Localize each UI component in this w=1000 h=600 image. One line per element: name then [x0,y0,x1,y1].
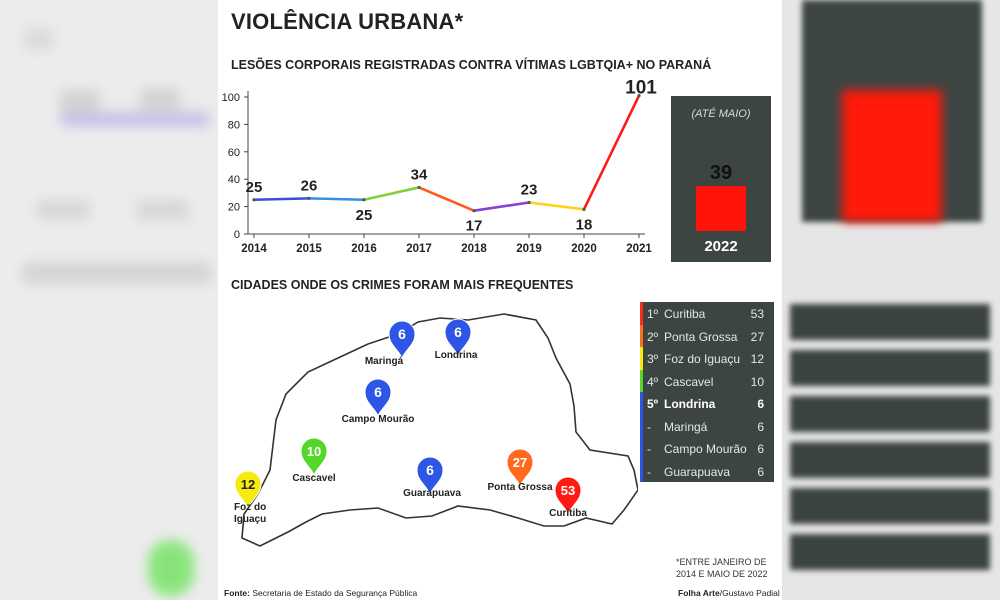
data-point [472,209,475,212]
blur-shape [36,200,90,220]
x-tick-label: 2018 [461,243,487,255]
infographic [218,0,782,600]
ranking-city: Cascavel [664,374,714,389]
cities-title: CIDADES ONDE OS CRIMES FORAM MAIS FREQUENTES [231,278,574,292]
source-text: Secretaria de Estado da Segurança Pública [249,588,418,598]
blur-shape [24,28,54,50]
blur-shape [22,262,212,284]
line-chart [218,72,663,262]
blur-row [790,396,990,432]
ranking-value: 6 [757,464,764,479]
blur-shape [148,540,194,596]
ranking-city: Curitiba [664,307,706,321]
map-pin-value: 6 [454,324,462,340]
map-pin-value: 6 [398,326,406,342]
ranking-row [640,325,774,348]
ranking-position: - [647,464,651,479]
page-title: VIOLÊNCIA URBANA* [231,9,464,34]
data-label: 34 [410,166,428,184]
line-segment [254,198,309,199]
footnote [676,556,768,580]
map-pin-value: 27 [512,455,528,470]
bar-2022-year: 2022 [704,238,738,255]
map-city-label: Curitiba [549,508,587,519]
ranking-color-bar [640,437,643,460]
footnote-line1: *ENTRE JANEIRO DE [676,557,767,567]
map-pin-value: 10 [306,444,322,459]
ranking-row [640,415,774,438]
ranking-value: 12 [750,352,764,366]
data-point [417,186,420,189]
source-note [224,588,417,598]
blur-row [790,488,990,524]
ranking-city: Londrina [664,397,716,411]
map-city-label: Campo Mourão [341,414,415,425]
ranking-city: Ponta Grossa [664,329,738,344]
map-pin-value: 6 [374,384,382,400]
line-segment [419,187,474,210]
line-segment [529,202,584,209]
ranking-position: 2º [647,329,659,344]
x-tick-label: 2016 [351,243,377,255]
data-label: 25 [245,178,263,196]
parana-map [218,300,638,560]
data-label: 17 [465,217,483,235]
x-tick-label: 2014 [241,243,267,255]
footnote-line2: 2014 E MAIO DE 2022 [676,569,768,579]
ranking-color-bar [640,370,643,393]
map-city-label: Iguaçu [234,514,267,525]
ranking-value: 6 [757,419,764,434]
ranking-color-bar [640,415,643,438]
ranking-row [640,370,774,393]
ranking-position: 3º [647,352,659,366]
data-label: 101 [625,77,657,99]
ranking-value: 10 [750,374,764,389]
y-tick-label: 100 [221,92,240,104]
y-tick-label: 20 [227,201,240,214]
blur-row [790,350,990,386]
ranking-city: Guarapuava [664,464,731,479]
map-pin-value: 12 [240,477,256,492]
bar-2022-label: 39 [709,162,733,185]
blur-row [790,534,990,570]
line-segment [584,96,639,210]
blur-bar [842,90,942,222]
line-segment [364,187,419,199]
ranking-position: 4º [647,374,659,389]
ranking-value: 53 [750,307,764,321]
ranking-city: Foz do Iguaçu [664,352,741,366]
y-tick-label: 40 [227,174,240,187]
bar-2022 [696,186,746,231]
data-point [362,198,365,201]
data-label: 18 [575,216,593,234]
ranking-position: 5º [647,397,659,411]
y-tick-label: 60 [227,146,240,159]
map-pin-value: 53 [560,483,576,498]
ranking-row [640,347,774,370]
line-chart-title: LESÕES CORPORAIS REGISTRADAS CONTRA VÍTIMAS LGBTQIA+ NO PARANÁ [231,58,712,72]
ranking-color-bar [640,392,643,415]
background-right [782,0,1000,600]
blur-shape [136,200,190,220]
data-label: 23 [520,181,538,199]
ranking-color-bar [640,347,643,370]
ranking-color-bar [640,302,643,325]
credit-text: /Gustavo Padial [719,588,780,598]
blur-shape [60,90,100,114]
data-point [307,197,310,200]
ranking-table [640,302,774,482]
ranking-row [640,460,774,483]
ranking-city: Maringá [664,419,708,434]
line-segment [474,202,529,210]
ranking-value: 6 [757,397,764,411]
data-label: 26 [300,177,318,195]
line-segment [309,198,364,199]
credit-label: Folha Arte [678,588,720,598]
ranking-row [640,302,774,325]
ranking-value: 6 [757,442,764,456]
data-label: 25 [355,206,373,224]
source-label: Fonte: [224,588,250,598]
x-tick-label: 2019 [516,243,542,255]
x-tick-label: 2017 [406,243,432,255]
panel-2022 [671,96,771,262]
y-tick-label: 0 [233,229,240,241]
data-point [252,198,255,201]
ranking-city: Campo Mourão [664,442,747,456]
x-tick-label: 2020 [571,243,597,255]
map-city-label: Guarapuava [403,488,461,499]
y-tick-label: 80 [227,119,240,132]
ranking-row [640,437,774,460]
ranking-color-bar [640,460,643,483]
x-tick-label: 2015 [296,243,322,255]
ranking-color-bar [640,325,643,348]
credit-note [678,588,780,598]
blur-shape [140,88,180,112]
blur-row [790,304,990,340]
ranking-position: 1º [647,307,659,321]
map-pin-value: 6 [426,462,434,478]
data-point [582,208,585,211]
map-city-label: Foz do [234,502,267,513]
blur-row [790,442,990,478]
panel-note: (ATÉ MAIO) [691,108,751,120]
ranking-row [640,392,774,415]
map-city-label: Londrina [434,350,478,361]
ranking-position: - [647,419,651,434]
map-city-label: Ponta Grossa [487,482,553,493]
x-tick-label: 2021 [626,243,652,255]
map-city-label: Maringá [364,356,404,367]
ranking-value: 27 [750,329,764,344]
ranking-position: - [647,442,651,456]
data-point [527,201,530,204]
background-left [0,0,218,600]
blur-shape [60,112,210,126]
map-city-label: Cascavel [292,473,336,484]
